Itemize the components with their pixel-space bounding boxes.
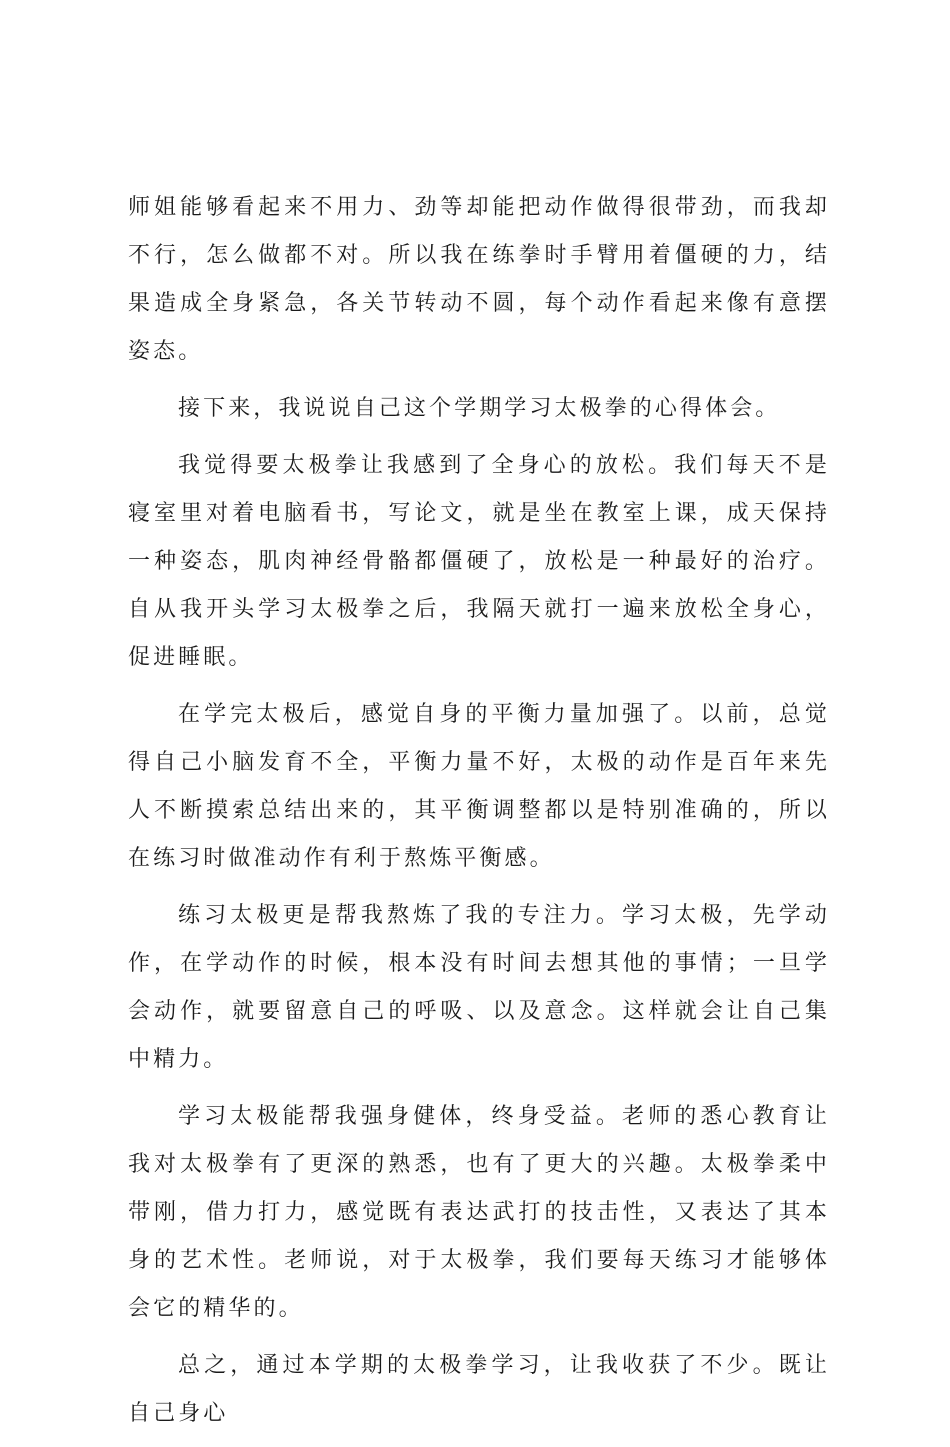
paragraph-balance: 在学完太极后，感觉自身的平衡力量加强了。以前，总觉得自己小脑发育不全，平衡力量不好，太极的动作是百年来先人不断摸索总结出来的，其平衡调整都以是特别准确的，所以在练习时做准动作有利于熬炼平衡感。 <box>128 702 830 871</box>
paragraph-intro: 接下来，我说说自己这个学期学习太极拳的心得体会。 <box>178 396 781 421</box>
paragraph-health: 学习太极能帮我强身健体，终身受益。老师的悉心教育让我对太极拳有了更深的熟悉，也有了更大的兴趣。太极拳柔中带刚，借力打力，感觉既有表达武打的技击性，又表达了其本身的艺术性。老师说，对于太极拳，我们要每天练习才能够体会它的精华的。 <box>128 1104 830 1321</box>
paragraph-conclusion: 总之，通过本学期的太极拳学习，让我收获了不少。既让自己身心 <box>128 1353 830 1426</box>
document-body <box>128 184 830 1447</box>
paragraph-continued: 师姐能够看起来不用力、劲等却能把动作做得很带劲，而我却不行，怎么做都不对。所以我在练拳时手臂用着僵硬的力，结果造成全身紧急，各关节转动不圆，每个动作看起来像有意摆姿态。 <box>128 195 830 364</box>
paragraph-focus: 练习太极更是帮我熬炼了我的专注力。学习太极，先学动作，在学动作的时候，根本没有时间去想其他的事情；一旦学会动作，就要留意自己的呼吸、以及意念。这样就会让自己集中精力。 <box>128 903 830 1072</box>
paragraph-relaxation: 我觉得要太极拳让我感到了全身心的放松。我们每天不是寝室里对着电脑看书，写论文，就是坐在教室上课，成天保持一种姿态，肌肉神经骨骼都僵硬了，放松是一种最好的治疗。自从我开头学习太极拳之后，我隔天就打一遍来放松全身心，促进睡眠。 <box>128 453 830 670</box>
